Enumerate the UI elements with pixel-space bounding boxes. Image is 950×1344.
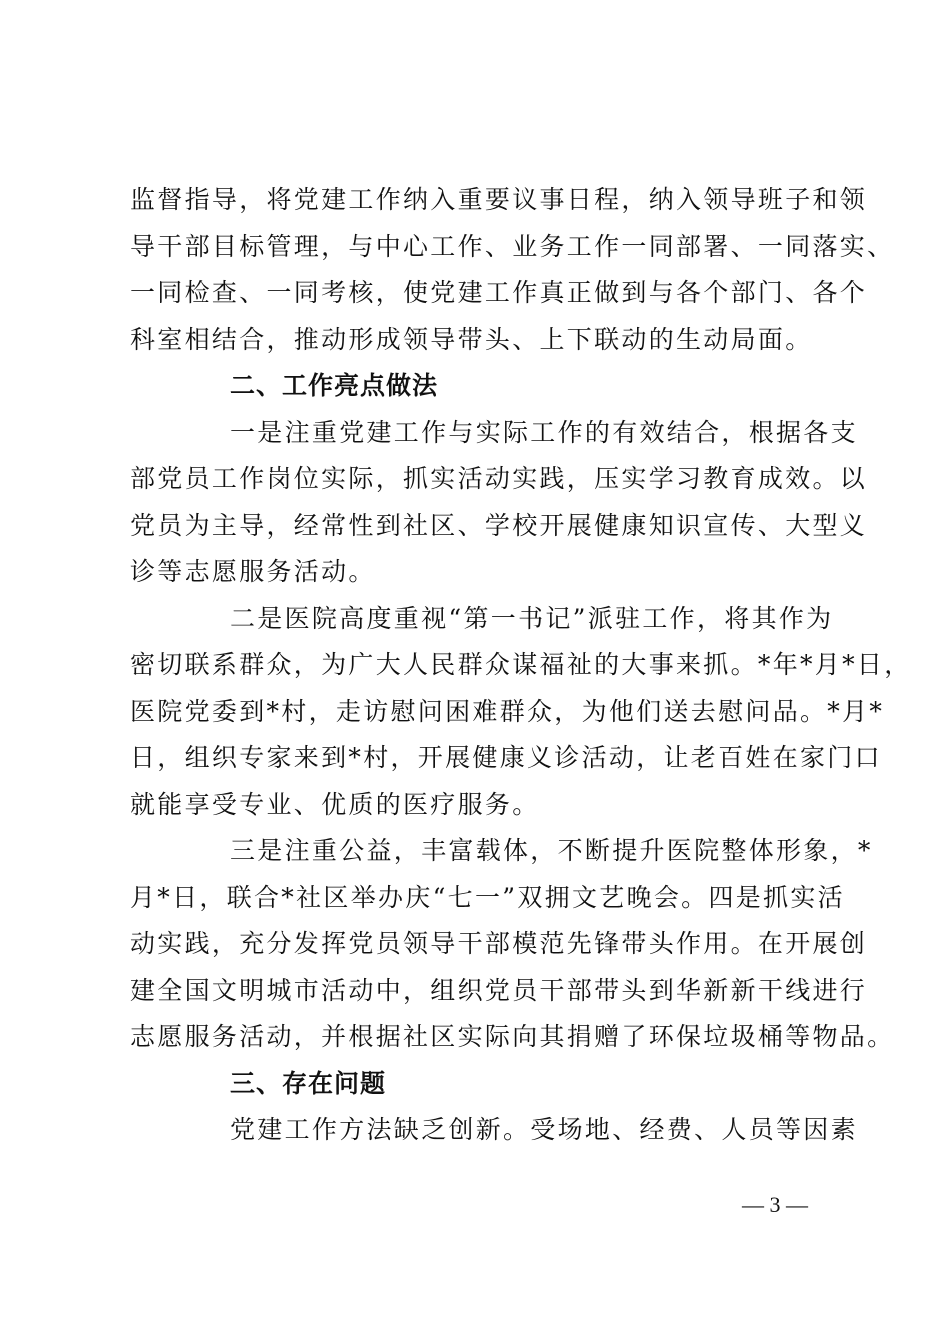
text-line: 科室相结合，推动形成领导带头、上下联动的生动局面。 [130, 325, 813, 354]
text-line: 月*日，联合*社区举办庆“七一”双拥文艺晚会。四是抓实活 [130, 883, 845, 912]
text-line: 一同检查、一同考核，使党建工作真正做到与各个部门、各个 [130, 278, 868, 307]
text-line: 诊等志愿服务活动。 [130, 557, 376, 586]
text-line: 志愿服务活动，并根据社区实际向其捐赠了环保垃圾桶等物品。 [130, 1022, 895, 1051]
text-line: 二是医院高度重视“第一书记”派驻工作，将其作为 [230, 604, 834, 633]
text-line: 医院党委到*村，走访慰问困难群众，为他们送去慰问品。*月* [130, 697, 885, 726]
text-line: 一是注重党建工作与实际工作的有效结合，根据各支 [230, 418, 858, 447]
text-line: 日，组织专家来到*村，开展健康义诊活动，让老百姓在家门口 [130, 743, 882, 772]
text-line: 党建工作方法缺乏创新。受场地、经费、人员等因素 [230, 1115, 858, 1144]
text-line: 监督指导，将党建工作纳入重要议事日程，纳入领导班子和领 [130, 185, 868, 214]
page-number: — 3 — [742, 1192, 808, 1217]
text-line: 就能享受专业、优质的医疗服务。 [130, 790, 540, 819]
text-line: 建全国文明城市活动中，组织党员干部带头到华新新干线进行 [130, 976, 868, 1005]
section-heading-highlights: 二、工作亮点做法 [230, 371, 439, 400]
text-line: 三是注重公益，丰富载体，不断提升医院整体形象，* [230, 836, 873, 865]
text-line: 部党员工作岗位实际，抓实活动实践，压实学习教育成效。以 [130, 464, 868, 493]
text-line: 动实践，充分发挥党员领导干部模范先锋带头作用。在开展创 [130, 929, 868, 958]
text-line: 党员为主导，经常性到社区、学校开展健康知识宣传、大型义 [130, 511, 868, 540]
text-line: 导干部目标管理，与中心工作、业务工作一同部署、一同落实、 [130, 232, 895, 261]
text-line: 密切联系群众，为广大人民群众谋福祉的大事来抓。*年*月*日， [130, 650, 912, 679]
section-heading-problems: 三、存在问题 [230, 1069, 387, 1098]
